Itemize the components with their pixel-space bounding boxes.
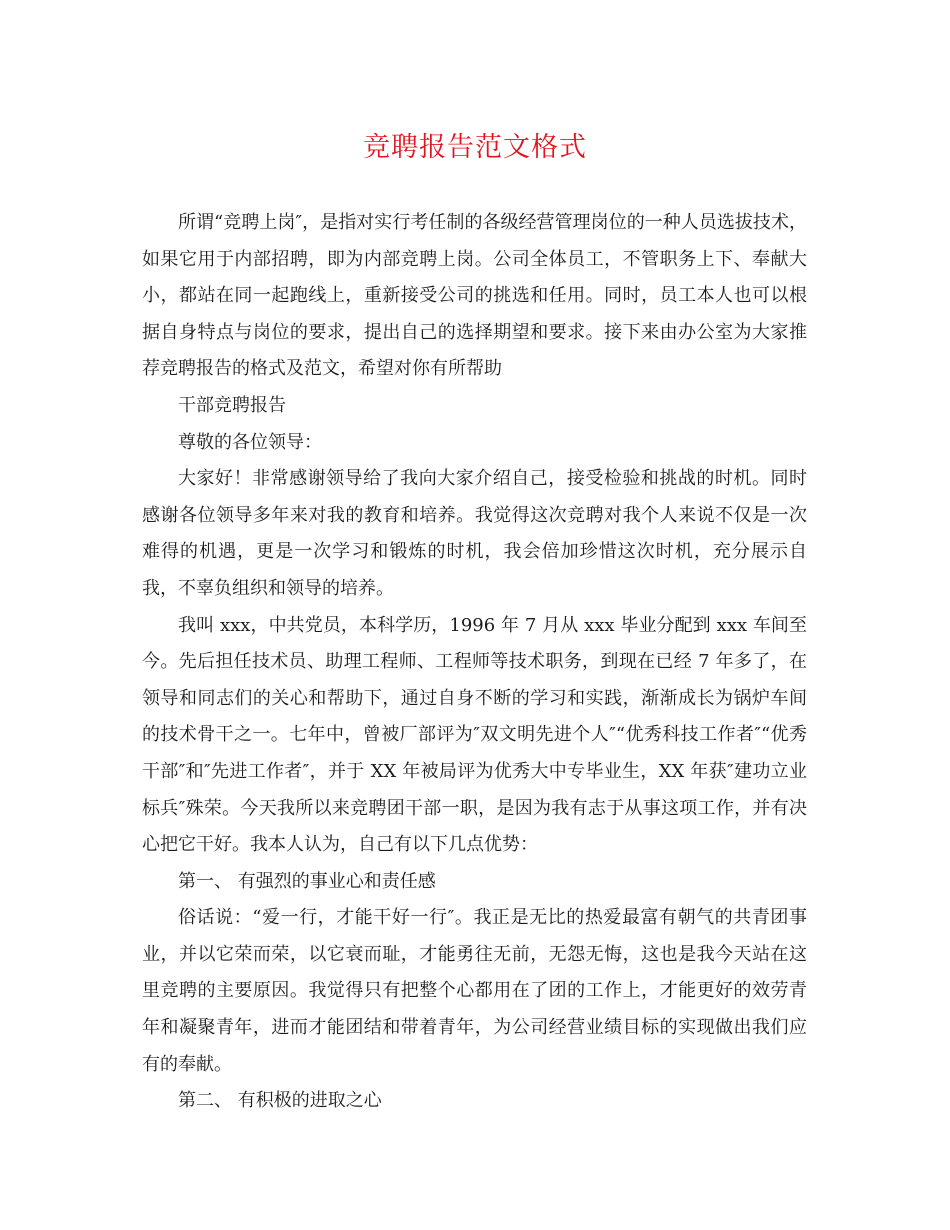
self-introduction-paragraph: 我叫 xxx，中共党员，本科学历，1996 年 7 月从 xxx 毕业分配到 xxx 车间至今。先后担任技术员、助理工程师、工程师等技术职务，到现在已经 7 年多了，在领导和同志们的关心和帮助下，通过自身不断的学习和实践，渐渐成长为锅炉车间的技术骨干之一。七年中，曾被厂部评为″双文明先进个人″“优秀科技工作者″“优秀干部″和″先进工作者″，并于 XX 年被局评为优秀大中专毕业生，XX 年获″建功立业标兵″殊荣。今天我所以来竞聘团干部一职，是因为我有志于从事这项工作，并有决心把它干好。我本人认为，自己有以下几点优势：: [142, 614, 807, 856]
strength-two-heading: 第二、 有积极的进取之心: [178, 1090, 382, 1112]
strength-one-paragraph: 俗话说：“爱一行，才能干好一行″。我正是无比的热爱最富有朝气的共青团事业，并以它荣而荣，以它衰而耻，才能勇往无前，无怨无悔，这也是我今天站在这里竞聘的主要原因。我觉得只有把整个心都用在了团的工作上，才能更好的效劳青年和凝聚青年，进而才能团结和带着青年，为公司经营业绩目标的实现做出我们应有的奉献。: [142, 907, 807, 1075]
report-heading: 干部竞聘报告: [178, 394, 286, 416]
strength-one-heading: 第一、 有强烈的事业心和责任感: [178, 870, 436, 892]
salutation: 尊敬的各位领导：: [178, 431, 322, 453]
document-body: [142, 205, 807, 1120]
document-title: 竞聘报告范文格式: [363, 132, 587, 163]
intro-paragraph: 所谓“竞聘上岗″，是指对实行考任制的各级经营管理岗位的一种人员选拔技术，如果它用于内部招聘，即为内部竞聘上岗。公司全体员工，不管职务上下、奉献大小，都站在同一起跑线上，重新接受公司的挑选和任用。同时，员工本人也可以根据自身特点与岗位的要求，提出自己的选择期望和要求。接下来由办公室为大家推荐竞聘报告的格式及范文，希望对你有所帮助: [142, 212, 807, 380]
greeting-paragraph: 大家好！非常感谢领导给了我向大家介绍自己，接受检验和挑战的时机。同时感谢各位领导多年来对我的教育和培养。我觉得这次竞聘对我个人来说不仅是一次难得的机遇，更是一次学习和锻炼的时机，我会倍加珍惜这次时机，充分展示自我，不辜负组织和领导的培养。: [142, 468, 807, 599]
